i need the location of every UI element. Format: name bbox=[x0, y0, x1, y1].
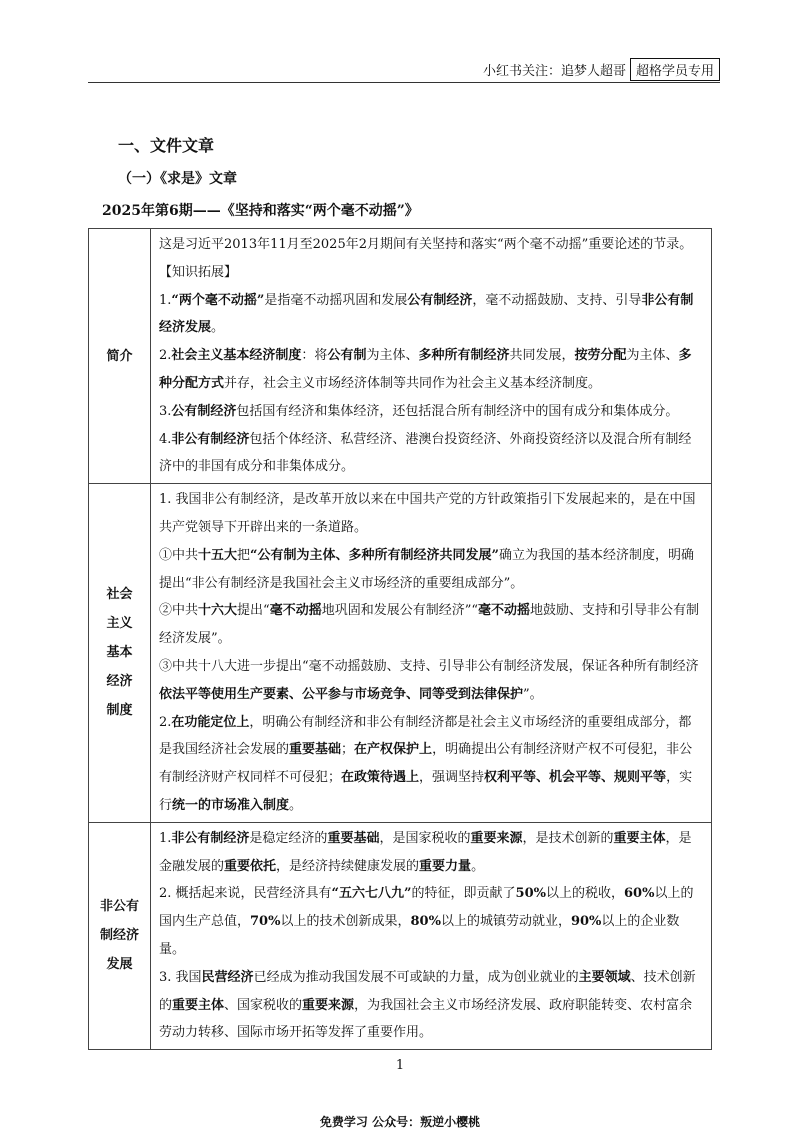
bold-text: 十五大 bbox=[198, 547, 238, 563]
text-run: ，明确公有制经济和非公有制经济都是社会主义市场经济的重要组成部分，都是我国经济社会发展的 bbox=[159, 714, 692, 758]
bold-text: 在功能定位上 bbox=[171, 714, 250, 730]
text-run: ，明确提出公有制经济财产权不可侵犯，非公有制经济财产权同样不可侵犯； bbox=[159, 742, 693, 786]
text-run: 是稳定经济的 bbox=[249, 830, 328, 846]
text-run: 3. 我国 bbox=[159, 969, 202, 985]
subsection-heading: （一）《求是》文章 bbox=[118, 171, 237, 187]
text-run: 的特征，即贡献了 bbox=[411, 886, 516, 902]
bold-text: 非公有制经济 bbox=[171, 830, 250, 846]
text-run: 把 bbox=[237, 547, 251, 563]
bold-text: 在产权保护上 bbox=[354, 742, 433, 758]
text-run: 以上的城镇劳动就业， bbox=[440, 914, 571, 930]
bold-text: 重要依托 bbox=[224, 858, 277, 874]
table-row bbox=[89, 822, 712, 1049]
text-run: 为主体、 bbox=[366, 348, 419, 364]
header-rule bbox=[88, 82, 720, 83]
row-label-text: 非公有制经济发展 bbox=[99, 899, 139, 973]
bold-text: 80% bbox=[410, 914, 441, 930]
footer-text: 免费学习 公众号：叛逆小樱桃 bbox=[319, 1115, 481, 1129]
bold-text: 60% bbox=[624, 886, 655, 902]
text-run: ②中共 bbox=[159, 603, 199, 619]
text-run: 1. bbox=[159, 292, 172, 308]
bold-text: “五六七八九” bbox=[331, 886, 412, 902]
text-run: 已经成为推动我国发展不可或缺的力量，成为创业就业的 bbox=[253, 969, 579, 985]
page-number: 1 bbox=[395, 1058, 405, 1073]
text-run: 。 bbox=[289, 797, 303, 813]
text-run: 包括国有经济和集体经济，还包括混合所有制经济中的国有成分和集体成分。 bbox=[236, 403, 679, 419]
bold-text: 毫不动摇 bbox=[269, 603, 322, 619]
text-run: 并存，社会主义市场经济体制等共同作为社会主义基本经济制度。 bbox=[224, 375, 602, 391]
paragraph bbox=[159, 287, 703, 343]
text-run: 。 bbox=[211, 320, 225, 336]
text-run: 2. bbox=[159, 348, 172, 364]
table-row bbox=[89, 229, 712, 484]
bold-text: 50% bbox=[515, 886, 546, 902]
paragraph bbox=[159, 880, 703, 963]
bold-text: 重要基础 bbox=[327, 830, 380, 846]
text-run: 是指毫不动摇巩固和发展 bbox=[264, 292, 408, 308]
paragraph bbox=[159, 342, 703, 398]
paragraph bbox=[159, 398, 703, 426]
text-run: ，是金融发展的 bbox=[159, 830, 692, 874]
text-run: 提出“ bbox=[237, 603, 270, 619]
bold-text: 多种分配方式 bbox=[159, 348, 692, 391]
table-row bbox=[89, 484, 712, 823]
row-content bbox=[151, 229, 712, 484]
bold-text: 主要领域 bbox=[578, 969, 631, 985]
exclusive-tag: 超格学员专用 bbox=[630, 58, 720, 81]
paragraph bbox=[159, 825, 703, 881]
bold-text: 统一的市场准入制度 bbox=[172, 797, 290, 813]
text-run: 共同发展， bbox=[509, 348, 575, 364]
bold-text: 70% bbox=[250, 914, 281, 930]
page-header bbox=[483, 58, 720, 81]
bold-text: 90% bbox=[570, 914, 602, 930]
bold-text: 重要来源 bbox=[470, 830, 523, 846]
text-run: 以上的税收， bbox=[545, 886, 624, 902]
text-run: ，是技术创新的 bbox=[522, 830, 614, 846]
row-label-intro: 简介 bbox=[89, 229, 151, 484]
bold-text: 毫不动摇 bbox=[478, 603, 531, 619]
bold-text: 多种所有制经济 bbox=[418, 348, 510, 364]
paragraph bbox=[159, 597, 703, 653]
text-run: ”。 bbox=[523, 686, 543, 702]
article-title: 2025年第6期——《坚持和落实“两个毫不动摇”》 bbox=[102, 203, 419, 219]
row-label-basic-system bbox=[89, 484, 151, 823]
bold-text: “两个毫不动摇” bbox=[171, 292, 265, 308]
bold-text: 十六大 bbox=[198, 603, 238, 619]
bold-text: 公有制经济 bbox=[171, 403, 237, 419]
section-heading: 一、文件文章 bbox=[118, 136, 215, 155]
paragraph bbox=[159, 709, 703, 820]
text-run: 【知识拓展】 bbox=[159, 264, 238, 280]
bold-text: 非公有制经济 bbox=[171, 431, 250, 447]
text-run: 3. bbox=[159, 403, 172, 419]
text-run: ，毫不动摇鼓励、支持、引导 bbox=[472, 292, 642, 308]
text-run: 。 bbox=[471, 858, 485, 874]
bold-text: 社会主义基本经济制度 bbox=[171, 348, 302, 364]
text-run: ：将 bbox=[301, 348, 328, 364]
text-run: 2. 概括起来说，民营经济具有 bbox=[159, 886, 332, 902]
text-run: ，为我国社会主义市场经济发展、政府职能转变、农村富余劳动力转移、国际市场开拓等发挥了重要作用。 bbox=[159, 997, 693, 1041]
bold-text: 在政策待遇上 bbox=[341, 770, 420, 786]
paragraph bbox=[159, 426, 703, 482]
paragraph bbox=[159, 542, 703, 598]
row-content bbox=[151, 822, 712, 1049]
bold-text: 重要来源 bbox=[302, 997, 355, 1013]
text-run: 包括个体经济、私营经济、港澳台投资经济、外商投资经济以及混合所有制经济中的非国有成分和非集体成分。 bbox=[159, 431, 692, 475]
text-run: 2. bbox=[159, 714, 172, 730]
paragraph bbox=[159, 231, 703, 259]
text-run: ，实行 bbox=[159, 770, 693, 813]
text-run: 以上的国内生产总值， bbox=[159, 886, 694, 930]
bold-text: 非公有制经济发展 bbox=[159, 292, 694, 336]
text-run: 1. bbox=[159, 830, 172, 846]
text-run: 、国家税收的 bbox=[224, 997, 303, 1013]
bold-text: 按劳分配 bbox=[574, 348, 627, 364]
row-label-text: 社会主义基本经济制度 bbox=[106, 587, 133, 719]
text-run: 以上的技术创新成果， bbox=[280, 914, 411, 930]
text-run: ①中共 bbox=[159, 547, 199, 563]
text-run: ，是国家税收的 bbox=[379, 830, 471, 846]
bold-text: 依法平等使用生产要素、公平参与市场竞争、同等受到法律保护 bbox=[159, 686, 524, 702]
text-run: 确立为我国的基本经济制度，明确提出“非公有制经济是我国社会主义市场经济的重要组成部分”。 bbox=[159, 547, 695, 591]
content-table bbox=[88, 228, 712, 1050]
text-run: 、技术创新的 bbox=[159, 969, 696, 1013]
text-run: ，是经济持续健康发展的 bbox=[276, 858, 420, 874]
text-run: 地巩固和发展公有制经济”“ bbox=[321, 603, 478, 619]
text-run: 以上的企业数量。 bbox=[159, 914, 680, 957]
text-run: ，强调坚持 bbox=[419, 770, 485, 786]
text-run: 地鼓励、支持和引导非公有制经济发展”。 bbox=[159, 603, 700, 647]
bold-text: 重要主体 bbox=[172, 997, 225, 1013]
paragraph bbox=[159, 964, 703, 1047]
paragraph bbox=[159, 653, 703, 709]
text-run: ； bbox=[341, 742, 355, 758]
text-run: 为主体、 bbox=[626, 348, 679, 364]
paragraph bbox=[159, 259, 703, 287]
row-content bbox=[151, 484, 712, 823]
bold-text: 重要基础 bbox=[289, 742, 342, 758]
follow-text: 小红书关注：追梦人超哥 bbox=[482, 64, 626, 79]
text-run: 1. 我国非公有制经济，是改革开放以来在中国共产党的方针政策指引下发展起来的，是在中国共产党领导下开辟出来的一条道路。 bbox=[159, 492, 696, 535]
bold-text: 重要力量 bbox=[419, 858, 472, 874]
bold-text: 公有制经济 bbox=[407, 292, 473, 308]
bold-text: “公有制为主体、多种所有制经济共同发展” bbox=[250, 547, 500, 563]
paragraph bbox=[159, 486, 703, 542]
bold-text: 公有制 bbox=[327, 348, 367, 364]
bold-text: 权利平等、机会平等、规则平等 bbox=[484, 770, 667, 786]
text-run: 这是习近平2013年11月至2025年2月期间有关坚持和落实“两个毫不动摇”重要论述的节录。 bbox=[159, 237, 693, 252]
row-label-private-economy bbox=[89, 822, 151, 1049]
bold-text: 民营经济 bbox=[201, 969, 254, 985]
text-run: ③中共十八大进一步提出“毫不动摇鼓励、支持、引导非公有制经济发展，保证各种所有制经济 bbox=[159, 658, 699, 674]
text-run: 4. bbox=[159, 431, 172, 447]
bold-text: 重要主体 bbox=[613, 830, 666, 846]
